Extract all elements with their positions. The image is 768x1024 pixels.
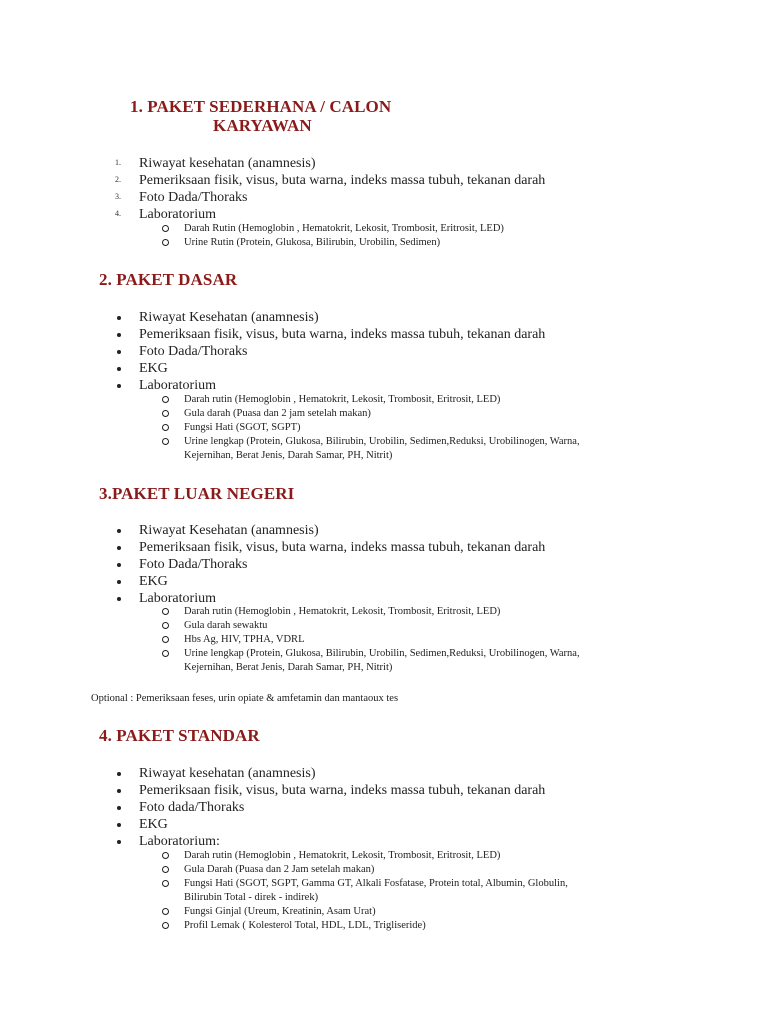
list-number: 3. (115, 192, 121, 201)
lab-item-continuation: Kejernihan, Berat Jenis, Darah Samar, PH, Nitrit) (184, 450, 393, 461)
circle-bullet-icon (162, 396, 169, 403)
lab-item: Fungsi Hati (SGOT, SGPT, Gamma GT, Alkali Fosfatase, Protein total, Albumin, Globulin, (184, 877, 568, 891)
section-2-title: 2. PAKET DASAR (99, 270, 238, 289)
circle-bullet-icon (162, 922, 169, 929)
bullet-icon (117, 772, 121, 776)
bullet-icon (117, 597, 121, 601)
circle-bullet-icon (162, 880, 169, 887)
bullet-icon (117, 384, 121, 388)
bullet-icon (117, 840, 121, 844)
lab-item: Hbs Ag, HIV, TPHA, VDRL (184, 633, 580, 647)
circle-bullet-icon (162, 225, 169, 232)
bullet-icon (117, 529, 121, 533)
lab-item: Urine lengkap (Protein, Glukosa, Bilirubin, Urobilin, Sedimen,Reduksi, Urobilinogen, Warna, (184, 435, 580, 449)
optional-note: Optional : Pemeriksaan feses, urin opiate & amfetamin dan mantaoux tes (91, 693, 399, 704)
circle-bullet-icon (162, 424, 169, 431)
lab-item: Darah rutin (Hemoglobin , Hematokrit, Lekosit, Trombosit, Eritrosit, LED) (184, 849, 568, 863)
list-number: 1. (115, 158, 121, 167)
circle-bullet-icon (162, 908, 169, 915)
lab-item-continuation: Bilirubin Total - direk - indirek) (184, 892, 319, 903)
list-item-text: Pemeriksaan fisik, visus, buta warna, indeks massa tubuh, tekanan darah (139, 173, 546, 188)
list-item-text: Laboratorium (139, 207, 216, 222)
list-number: 2. (115, 175, 121, 184)
lab-item: Darah rutin (Hemoglobin , Hematokrit, Lekosit, Trombosit, Eritrosit, LED) (184, 605, 580, 619)
section-2-lab-list (184, 393, 580, 463)
bullet-icon (117, 563, 121, 567)
circle-bullet-icon (162, 650, 169, 657)
bullet-icon (117, 580, 121, 584)
bullet-icon (117, 367, 121, 371)
circle-bullet-icon (162, 852, 169, 859)
lab-item-continuation: Kejernihan, Berat Jenis, Darah Samar, PH, Nitrit) (184, 662, 393, 673)
bullet-icon (117, 789, 121, 793)
document-page: 1. PAKET SEDERHANA / CALON KARYAWAN 1. Riwayat kesehatan (anamnesis) 2. Pemeriksaan fisik, visus, buta warna, indeks massa tubuh, tekanan darah 3. Foto Dada/Thoraks 4. Laboratorium Darah Rutin (Hemoglobin , Hematokrit, Lekosit, Trombosit, Eritrosit, LED) Urine Rutin (Protein, Glukosa, Bilirubin, Urobilin, Sedimen) 2. PAKET DASAR Riwayat Kesehatan (anamnesis) Pemeriksaan fisik, visus, buta warna, indeks massa tubuh, tekanan darah Foto Dada/Thoraks EKG Laboratorium Darah rutin (Hemoglobin , Hematokrit, Lekosit, Trombosit, Eritrosit, LED) Gula darah (Puasa dan 2 jam setelah makan) Fungsi Hati (SGOT, SGPT) Urine lengkap (Protein, Glukosa, Bilirubin, Urobilin, Sedimen,Reduksi, Urobilinogen, Warna, Kejernihan, Berat Jenis, Darah Samar, PH, Nitrit) 3.PAKET LUAR NEGERI Riwayat Kesehatan (anamnesis) Pemeriksaan fisik, visus, buta warna, indeks massa tubuh, tekanan darah Foto Dada/Thoraks EKG Laboratorium Darah rutin (Hemoglobin , Hematokrit, Lekosit, Trombosit, Eritrosit, LED) Gula darah sewaktu Hbs Ag, HIV, TPHA, VDRL Urine lengkap (Protein, Glukosa, Bilirubin, Urobilin, Sedimen,Reduksi, Urobilinogen, Warna, Kejernihan, Berat Jenis, Darah Samar, PH, Nitrit) Optional : Pemeriksaan feses, urin opiate & amfetamin dan mantaoux tes 4. PAKET STANDAR Riwayat kesehatan (anamnesis) Pemeriksaan fisik, visus, buta warna, indeks massa tubuh, tekanan darah Foto dada/Thoraks EKG Laboratorium: Darah rutin (Hemoglobin , Hematokrit, Lekosit, Trombosit, Eritrosit, LED) Gula Darah (Puasa dan 2 Jam setelah makan) Fungsi Hati (SGOT, SGPT, Gamma GT, Alkali Fosfatase, Protein total, Albumin, Globulin, Bilirubin Total - direk - indirek) Fungsi Ginjal (Ureum, Kreatinin, Asam Urat) Profil Lemak ( Kolesterol Total, HDL, LDL, Trigliseride) (91, 97, 580, 931)
circle-bullet-icon (162, 438, 169, 445)
section-1-title-line1: 1. PAKET SEDERHANA / CALON (130, 97, 392, 116)
lab-item: Gula darah (Puasa dan 2 jam setelah makan) (184, 407, 580, 421)
lab-item: Gula Darah (Puasa dan 2 Jam setelah makan) (184, 863, 568, 877)
lab-item: Profil Lemak ( Kolesterol Total, HDL, LDL, Trigliseride) (184, 919, 568, 933)
circle-bullet-icon (162, 410, 169, 417)
bullet-icon (117, 350, 121, 354)
lab-item: Darah Rutin (Hemoglobin , Hematokrit, Lekosit, Trombosit, Eritrosit, LED) (184, 222, 504, 236)
bullet-icon (117, 823, 121, 827)
lab-item: Fungsi Ginjal (Ureum, Kreatinin, Asam Urat) (184, 905, 568, 919)
list-number: 4. (115, 209, 121, 218)
bullet-icon (117, 546, 121, 550)
section-4-lab-list (184, 849, 568, 933)
bullet-icon (117, 806, 121, 810)
circle-bullet-icon (162, 239, 169, 246)
list-item-text: Riwayat kesehatan (anamnesis) (139, 156, 316, 171)
circle-bullet-icon (162, 636, 169, 643)
lab-item: Darah rutin (Hemoglobin , Hematokrit, Lekosit, Trombosit, Eritrosit, LED) (184, 393, 580, 407)
bullet-icon (117, 333, 121, 337)
lab-item: Urine lengkap (Protein, Glukosa, Bilirubin, Urobilin, Sedimen,Reduksi, Urobilinogen, Warna, (184, 647, 580, 661)
section-3-lab-list (184, 605, 580, 675)
circle-bullet-icon (162, 622, 169, 629)
lab-item: Fungsi Hati (SGOT, SGPT) (184, 421, 580, 435)
section-4-title: 4. PAKET STANDAR (99, 726, 260, 745)
lab-item: Urine Rutin (Protein, Glukosa, Bilirubin, Urobilin, Sedimen) (184, 236, 504, 250)
bullet-icon (117, 316, 121, 320)
lab-item: Gula darah sewaktu (184, 619, 580, 633)
section-1-title-line2: KARYAWAN (213, 116, 312, 135)
section-1-lab-list (184, 222, 504, 250)
circle-bullet-icon (162, 866, 169, 873)
circle-bullet-icon (162, 608, 169, 615)
section-3-title: 3.PAKET LUAR NEGERI (99, 484, 295, 503)
list-item-text: Foto Dada/Thoraks (139, 190, 248, 205)
